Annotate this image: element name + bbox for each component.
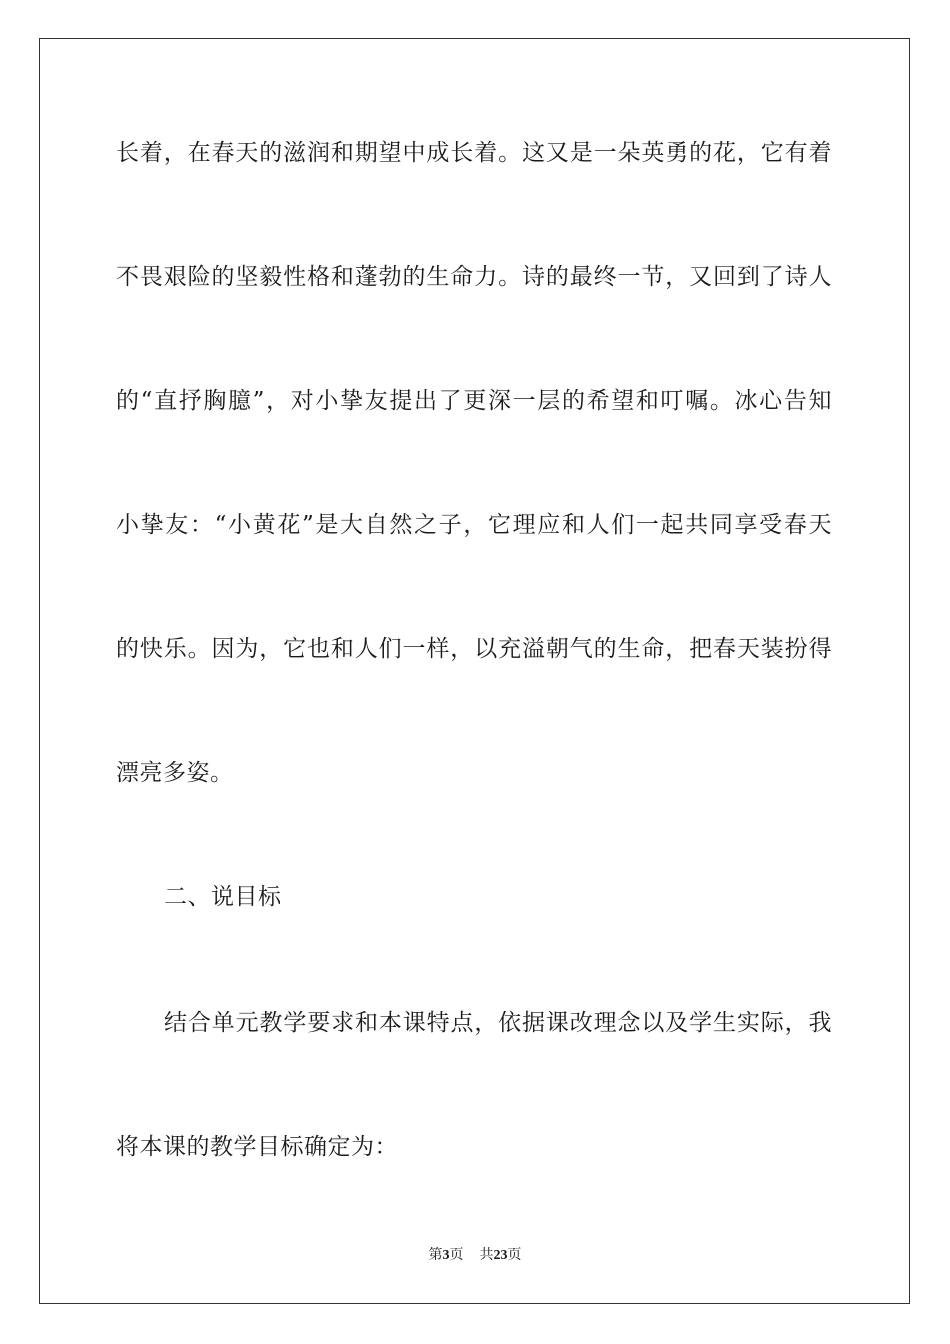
section-heading: 二、说目标 xyxy=(164,884,282,910)
footer-total-prefix: 共 xyxy=(479,1247,494,1263)
body-text-line-3: 的“直抒胸臆”，对小挚友提出了更深一层的希望和叮嘱。冰心告知 xyxy=(116,388,832,414)
body-text-line-8: 结合单元教学要求和本课特点，依据课改理念以及学生实际，我 xyxy=(164,1010,832,1036)
page-footer xyxy=(0,1245,950,1266)
page-border xyxy=(39,38,910,1304)
footer-total-suffix: 页 xyxy=(507,1247,522,1263)
body-text-line-4: 小挚友：“小黄花”是大自然之子，它理应和人们一起共同享受春天 xyxy=(116,512,832,538)
body-text-line-5: 的快乐。因为，它也和人们一样，以充溢朝气的生命，把春天装扮得 xyxy=(116,636,832,662)
body-text-line-1: 长着，在春天的滋润和期望中成长着。这又是一朵英勇的花，它有着 xyxy=(116,140,832,166)
footer-total-pages: 23 xyxy=(493,1248,508,1263)
footer-page-suffix: 页 xyxy=(449,1247,464,1263)
footer-page-prefix: 第 xyxy=(428,1247,443,1263)
body-text-line-6: 漂亮多姿。 xyxy=(116,760,234,786)
body-text-line-9: 将本课的教学目标确定为： xyxy=(116,1134,398,1160)
body-text-line-2: 不畏艰险的坚毅性格和蓬勃的生命力。诗的最终一节，又回到了诗人 xyxy=(116,264,832,290)
footer-page-number: 3 xyxy=(442,1248,450,1263)
